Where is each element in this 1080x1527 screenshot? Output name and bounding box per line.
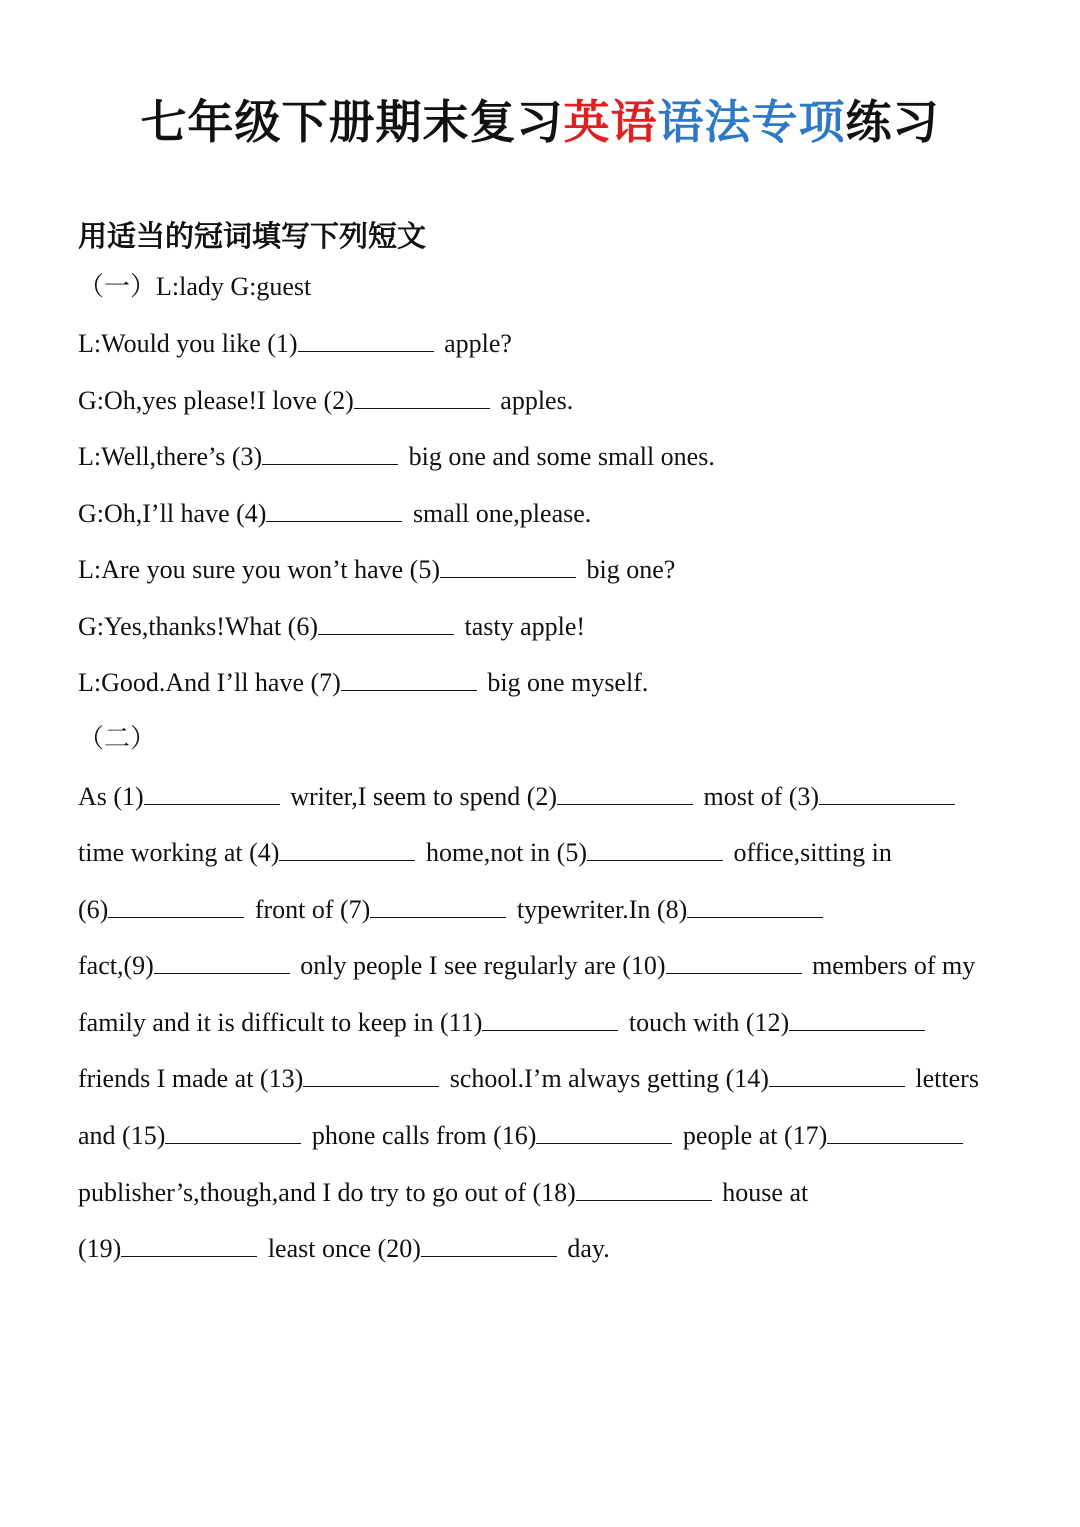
part1-line-4 xyxy=(78,497,591,531)
title-part-3: 语法专项 xyxy=(657,95,846,149)
line-text: writer,I seem to spend (2) xyxy=(283,782,558,811)
answer-blank[interactable] xyxy=(341,668,477,691)
answer-blank[interactable] xyxy=(303,1064,439,1087)
line-text: members of my xyxy=(805,951,976,980)
answer-blank[interactable] xyxy=(108,895,244,918)
part1-line-2 xyxy=(78,384,573,418)
answer-blank[interactable] xyxy=(298,329,434,352)
line-text: (6) xyxy=(78,895,109,924)
line-text: As (1) xyxy=(78,782,144,811)
part1-heading: （一）L:lady G:guest xyxy=(78,272,312,301)
line-text: time working at (4) xyxy=(78,838,280,867)
part1-line-7 xyxy=(78,666,648,700)
line-text: home,not in (5) xyxy=(419,838,587,867)
answer-blank[interactable] xyxy=(354,386,490,409)
answer-blank[interactable] xyxy=(121,1234,257,1257)
answer-blank[interactable] xyxy=(279,838,415,861)
answer-blank[interactable] xyxy=(666,951,802,974)
answer-blank[interactable] xyxy=(266,499,402,522)
title-part-4: 练习 xyxy=(845,95,940,149)
line-text: touch with (12) xyxy=(622,1008,790,1037)
line-text: office,sitting in xyxy=(726,838,892,867)
line-text: L:Good.And I’ll have (7) xyxy=(78,668,341,697)
part1-line-5 xyxy=(78,553,675,587)
line-text: typewriter.In (8) xyxy=(510,895,688,924)
line-text: phone calls from (16) xyxy=(305,1121,537,1150)
part2-line-8 xyxy=(78,1176,808,1210)
line-text: (19) xyxy=(78,1234,122,1263)
answer-blank[interactable] xyxy=(318,612,454,635)
line-text: big one? xyxy=(579,555,676,584)
answer-blank[interactable] xyxy=(576,1178,712,1201)
line-text: G:Oh,yes please!I love (2) xyxy=(78,386,354,415)
line-text: fact,(9) xyxy=(78,951,154,980)
line-text: G:Yes,thanks!What (6) xyxy=(78,612,318,641)
title-part-2: 英语 xyxy=(563,95,658,149)
part2-heading: （二） xyxy=(78,724,157,753)
answer-blank[interactable] xyxy=(536,1121,672,1144)
answer-blank[interactable] xyxy=(262,442,398,465)
part1-line-1 xyxy=(78,327,512,361)
line-text: apples. xyxy=(493,386,574,415)
line-text: only people I see regularly are (10) xyxy=(293,951,666,980)
answer-blank[interactable] xyxy=(165,1121,301,1144)
section-heading: 用适当的冠词填写下列短文 xyxy=(78,219,427,253)
line-text: front of (7) xyxy=(248,895,371,924)
part1-line-3 xyxy=(78,440,715,474)
answer-blank[interactable] xyxy=(370,895,506,918)
answer-blank[interactable] xyxy=(154,951,290,974)
line-text: G:Oh,I’ll have (4) xyxy=(78,499,267,528)
part2-line-4 xyxy=(78,949,975,983)
part2-line-7 xyxy=(78,1119,967,1153)
line-text: tasty apple! xyxy=(458,612,586,641)
answer-blank[interactable] xyxy=(421,1234,557,1257)
line-text: publisher’s,though,and I do try to go out of (18) xyxy=(78,1178,576,1207)
page-title xyxy=(0,92,1080,152)
line-text: big one myself. xyxy=(480,668,649,697)
part2-line-5 xyxy=(78,1006,929,1040)
answer-blank[interactable] xyxy=(144,782,280,805)
part2-line-3 xyxy=(78,893,827,927)
line-text: people at (17) xyxy=(676,1121,828,1150)
title-part-1: 七年级下册期末复习 xyxy=(140,95,564,149)
answer-blank[interactable] xyxy=(789,1008,925,1031)
line-text: family and it is difficult to keep in (11) xyxy=(78,1008,483,1037)
answer-blank[interactable] xyxy=(440,555,576,578)
part1-line-6 xyxy=(78,610,585,644)
answer-blank[interactable] xyxy=(482,1008,618,1031)
part2-line-1 xyxy=(78,780,959,814)
line-text: day. xyxy=(560,1234,610,1263)
part2-line-2 xyxy=(78,836,892,870)
line-text: and (15) xyxy=(78,1121,166,1150)
answer-blank[interactable] xyxy=(687,895,823,918)
line-text: school.I’m always getting (14) xyxy=(443,1064,769,1093)
line-text: big one and some small ones. xyxy=(402,442,715,471)
line-text: apple? xyxy=(437,329,512,358)
line-text: least once (20) xyxy=(261,1234,421,1263)
answer-blank[interactable] xyxy=(827,1121,963,1144)
answer-blank[interactable] xyxy=(769,1064,905,1087)
line-text: small one,please. xyxy=(406,499,592,528)
line-text: L:Well,there’s (3) xyxy=(78,442,263,471)
part2-line-9 xyxy=(78,1232,610,1266)
answer-blank[interactable] xyxy=(587,838,723,861)
answer-blank[interactable] xyxy=(819,782,955,805)
line-text: L:Would you like (1) xyxy=(78,329,298,358)
line-text: house at xyxy=(715,1178,809,1207)
line-text: most of (3) xyxy=(697,782,820,811)
part2-line-6 xyxy=(78,1062,979,1096)
line-text: L:Are you sure you won’t have (5) xyxy=(78,555,440,584)
line-text: friends I made at (13) xyxy=(78,1064,304,1093)
line-text: letters xyxy=(908,1064,979,1093)
answer-blank[interactable] xyxy=(557,782,693,805)
